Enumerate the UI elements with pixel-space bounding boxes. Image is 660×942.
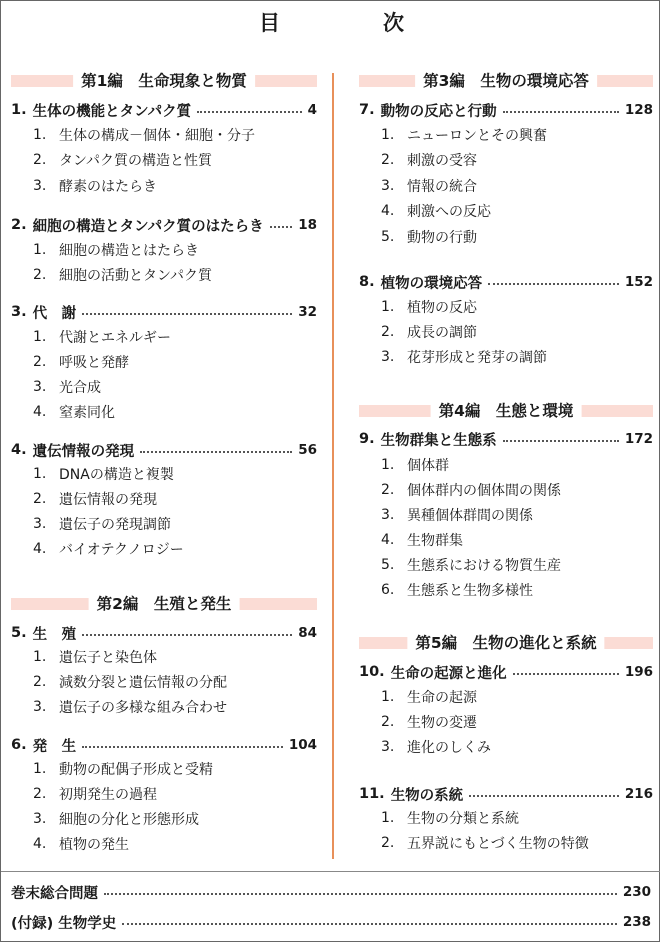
dot-leader bbox=[82, 634, 292, 636]
part-label: 第2編 生殖と発生 bbox=[89, 593, 240, 615]
chapter-title: 生命の起源と進化 bbox=[390, 665, 507, 682]
section-number: 1. bbox=[33, 761, 47, 777]
section-entry[interactable] bbox=[33, 175, 317, 197]
section-entry[interactable] bbox=[381, 454, 653, 476]
part-label: 第1編 生命現象と物質 bbox=[73, 70, 255, 92]
section-entry[interactable] bbox=[381, 807, 653, 829]
chapter-entry[interactable] bbox=[11, 439, 317, 461]
section-title: 植物の発生 bbox=[59, 837, 129, 853]
section-entry[interactable] bbox=[33, 488, 317, 510]
chapter-title: 細胞の構造とタンパク質のはたらき bbox=[32, 218, 264, 235]
part-heading bbox=[11, 69, 317, 93]
chapter-entry[interactable] bbox=[11, 214, 317, 236]
appendix-entry[interactable] bbox=[11, 881, 651, 903]
section-title: タンパク質の構造と性質 bbox=[59, 153, 213, 169]
section-title: 遺伝子の多様な組み合わせ bbox=[59, 700, 227, 716]
section-title: 生命の起源 bbox=[407, 690, 477, 706]
section-entry[interactable] bbox=[381, 711, 653, 733]
section-entry[interactable] bbox=[33, 376, 317, 398]
chapter-number: 5. bbox=[11, 625, 27, 641]
appendix-title: 巻末総合問題 bbox=[11, 885, 98, 902]
section-number: 2. bbox=[33, 152, 47, 168]
section-entry[interactable] bbox=[33, 149, 317, 171]
section-entry[interactable] bbox=[33, 646, 317, 668]
section-number: 3. bbox=[381, 507, 395, 523]
page-number: 128 bbox=[624, 102, 653, 118]
section-number: 1. bbox=[381, 810, 395, 826]
section-number: 3. bbox=[381, 739, 395, 755]
section-number: 5. bbox=[381, 229, 395, 245]
chapter-title: 生物の系統 bbox=[390, 787, 464, 804]
section-title: バイオテクノロジー bbox=[59, 542, 184, 558]
section-entry[interactable] bbox=[381, 321, 653, 343]
section-number: 1. bbox=[33, 329, 47, 345]
section-entry[interactable] bbox=[381, 686, 653, 708]
section-title: 代謝とエネルギー bbox=[59, 330, 171, 346]
section-number: 4. bbox=[381, 532, 395, 548]
chapter-title: 生体の機能とタンパク質 bbox=[32, 103, 192, 120]
section-entry[interactable] bbox=[381, 149, 653, 171]
separator-line bbox=[1, 871, 660, 872]
part-label: 第5編 生物の進化と系統 bbox=[407, 632, 604, 654]
section-title: 生物の分類と系統 bbox=[407, 811, 519, 827]
dot-leader bbox=[488, 283, 619, 285]
section-number: 4. bbox=[33, 541, 47, 557]
section-title: 酵素のはたらき bbox=[59, 179, 157, 195]
section-entry[interactable] bbox=[381, 736, 653, 758]
page-number: 32 bbox=[298, 304, 317, 320]
page-title-char-1: 目 bbox=[259, 11, 280, 35]
section-number: 2. bbox=[381, 152, 395, 168]
appendix-title: (付録) 生物学史 bbox=[11, 915, 117, 932]
page-number: 104 bbox=[288, 737, 317, 753]
section-title: 初期発生の過程 bbox=[59, 787, 157, 803]
chapter-title: 代 謝 bbox=[32, 305, 77, 322]
section-number: 3. bbox=[33, 178, 47, 194]
chapter-number: 9. bbox=[359, 431, 375, 447]
chapter-number: 11. bbox=[359, 786, 385, 802]
section-entry[interactable] bbox=[381, 504, 653, 526]
page-title bbox=[1, 7, 660, 41]
page-number: 238 bbox=[622, 914, 651, 930]
chapter-entry[interactable] bbox=[359, 428, 653, 450]
section-number: 1. bbox=[381, 299, 395, 315]
dot-leader bbox=[122, 923, 617, 925]
section-entry[interactable] bbox=[381, 175, 653, 197]
section-number: 2. bbox=[33, 674, 47, 690]
section-title: 光合成 bbox=[59, 380, 101, 396]
section-number: 3. bbox=[33, 379, 47, 395]
chapter-number: 2. bbox=[11, 217, 27, 233]
section-title: 窒素同化 bbox=[59, 405, 115, 421]
section-entry[interactable] bbox=[33, 463, 317, 485]
dot-leader bbox=[197, 111, 302, 113]
appendix-entry[interactable] bbox=[11, 911, 651, 933]
section-entry[interactable] bbox=[33, 696, 317, 718]
section-number: 3. bbox=[33, 699, 47, 715]
section-title: 刺激の受容 bbox=[407, 153, 477, 169]
section-number: 1. bbox=[33, 242, 47, 258]
chapter-entry[interactable] bbox=[359, 99, 653, 121]
section-number: 3. bbox=[381, 178, 395, 194]
page-number: 84 bbox=[298, 625, 317, 641]
chapter-number: 1. bbox=[11, 102, 27, 118]
section-entry[interactable] bbox=[381, 479, 653, 501]
section-title: 花芽形成と発芽の調節 bbox=[407, 350, 547, 366]
page-title-char-2: 次 bbox=[383, 11, 404, 35]
section-number: 2. bbox=[33, 491, 47, 507]
page-number: 196 bbox=[624, 664, 653, 680]
chapter-number: 7. bbox=[359, 102, 375, 118]
section-entry[interactable] bbox=[33, 671, 317, 693]
section-entry[interactable] bbox=[33, 401, 317, 423]
chapter-entry[interactable] bbox=[11, 622, 317, 644]
section-entry[interactable] bbox=[381, 346, 653, 368]
part-label: 第3編 生物の環境応答 bbox=[415, 70, 597, 92]
section-title: 遺伝子と染色体 bbox=[59, 650, 157, 666]
section-entry[interactable] bbox=[33, 833, 317, 855]
section-title: 情報の統合 bbox=[407, 179, 477, 195]
section-number: 2. bbox=[33, 786, 47, 802]
chapter-entry[interactable] bbox=[11, 734, 317, 756]
chapter-number: 6. bbox=[11, 737, 27, 753]
section-title: 異種個体群間の関係 bbox=[407, 508, 533, 524]
dot-leader bbox=[503, 440, 619, 442]
section-title: 生物の変遷 bbox=[407, 715, 477, 731]
section-number: 2. bbox=[381, 835, 395, 851]
section-entry[interactable] bbox=[33, 239, 317, 261]
page-number: 230 bbox=[622, 884, 651, 900]
section-title: 細胞の構造とはたらき bbox=[59, 243, 199, 259]
section-title: 生物群集 bbox=[407, 533, 463, 549]
section-title: ニューロンとその興奮 bbox=[407, 128, 547, 144]
section-entry[interactable] bbox=[33, 758, 317, 780]
section-number: 2. bbox=[381, 324, 395, 340]
section-number: 3. bbox=[381, 349, 395, 365]
chapter-title: 生物群集と生態系 bbox=[380, 432, 497, 449]
section-number: 3. bbox=[33, 811, 47, 827]
chapter-entry[interactable] bbox=[359, 783, 653, 805]
section-number: 4. bbox=[381, 203, 395, 219]
section-number: 3. bbox=[33, 516, 47, 532]
section-entry[interactable] bbox=[381, 124, 653, 146]
section-entry[interactable] bbox=[381, 296, 653, 318]
page-number: 56 bbox=[298, 442, 317, 458]
section-entry[interactable] bbox=[33, 538, 317, 560]
section-number: 1. bbox=[381, 127, 395, 143]
section-entry[interactable] bbox=[33, 783, 317, 805]
section-entry[interactable] bbox=[381, 529, 653, 551]
column-divider bbox=[332, 73, 334, 859]
section-entry[interactable] bbox=[381, 226, 653, 248]
part-heading bbox=[359, 631, 653, 655]
part-heading bbox=[359, 69, 653, 93]
section-entry[interactable] bbox=[381, 200, 653, 222]
chapter-entry[interactable] bbox=[359, 271, 653, 293]
section-title: 刺激への反応 bbox=[407, 204, 491, 220]
section-number: 1. bbox=[33, 649, 47, 665]
section-title: 動物の配偶子形成と受精 bbox=[59, 762, 213, 778]
chapter-entry[interactable] bbox=[11, 99, 317, 121]
section-title: 遺伝子の発現調節 bbox=[59, 517, 171, 533]
section-entry[interactable] bbox=[33, 351, 317, 373]
section-number: 1. bbox=[381, 689, 395, 705]
section-number: 2. bbox=[381, 482, 395, 498]
section-title: 個体群 bbox=[407, 458, 449, 474]
section-number: 2. bbox=[381, 714, 395, 730]
dot-leader bbox=[82, 313, 292, 315]
section-title: 進化のしくみ bbox=[407, 740, 491, 756]
chapter-number: 10. bbox=[359, 664, 385, 680]
dot-leader bbox=[270, 226, 293, 228]
section-title: 細胞の活動とタンパク質 bbox=[59, 268, 213, 284]
chapter-entry[interactable] bbox=[359, 661, 653, 683]
page-number: 216 bbox=[624, 786, 653, 802]
section-number: 2. bbox=[33, 354, 47, 370]
section-title: 生態系における物質生産 bbox=[407, 558, 561, 574]
dot-leader bbox=[469, 795, 619, 797]
section-entry[interactable] bbox=[381, 579, 653, 601]
page-number: 4 bbox=[307, 102, 317, 118]
chapter-title: 動物の反応と行動 bbox=[380, 103, 497, 120]
section-number: 4. bbox=[33, 404, 47, 420]
part-label: 第4編 生態と環境 bbox=[431, 400, 582, 422]
section-title: 生体の構成－個体・細胞・分子 bbox=[59, 128, 255, 144]
section-entry[interactable] bbox=[33, 326, 317, 348]
section-title: 動物の行動 bbox=[407, 230, 477, 246]
section-title: 五界説にもとづく生物の特徴 bbox=[407, 836, 589, 852]
section-title: 成長の調節 bbox=[407, 325, 477, 341]
dot-leader bbox=[104, 893, 617, 895]
section-number: 5. bbox=[381, 557, 395, 573]
chapter-title: 遺伝情報の発現 bbox=[32, 443, 135, 460]
section-number: 6. bbox=[381, 582, 395, 598]
section-title: 植物の反応 bbox=[407, 300, 477, 316]
section-entry[interactable] bbox=[381, 832, 653, 854]
chapter-number: 8. bbox=[359, 274, 375, 290]
dot-leader bbox=[513, 673, 619, 675]
chapter-title: 植物の環境応答 bbox=[380, 275, 483, 292]
chapter-entry[interactable] bbox=[11, 301, 317, 323]
dot-leader bbox=[503, 111, 619, 113]
chapter-title: 発 生 bbox=[32, 738, 77, 755]
section-number: 1. bbox=[33, 466, 47, 482]
section-number: 2. bbox=[33, 267, 47, 283]
chapter-title: 生 殖 bbox=[32, 626, 77, 643]
section-title: 呼吸と発酵 bbox=[59, 355, 129, 371]
part-heading bbox=[359, 399, 653, 423]
page-number: 18 bbox=[298, 217, 317, 233]
section-title: 生態系と生物多様性 bbox=[407, 583, 533, 599]
dot-leader bbox=[140, 451, 292, 453]
section-entry[interactable] bbox=[33, 264, 317, 286]
section-title: 個体群内の個体間の関係 bbox=[407, 483, 561, 499]
section-title: 遺伝情報の発現 bbox=[59, 492, 157, 508]
section-entry[interactable] bbox=[33, 513, 317, 535]
page-number: 152 bbox=[624, 274, 653, 290]
section-entry[interactable] bbox=[33, 124, 317, 146]
section-title: 減数分裂と遺伝情報の分配 bbox=[59, 675, 227, 691]
section-number: 4. bbox=[33, 836, 47, 852]
dot-leader bbox=[82, 746, 283, 748]
section-entry[interactable] bbox=[33, 808, 317, 830]
page-number: 172 bbox=[624, 431, 653, 447]
chapter-number: 4. bbox=[11, 442, 27, 458]
section-number: 1. bbox=[381, 457, 395, 473]
chapter-number: 3. bbox=[11, 304, 27, 320]
section-title: 細胞の分化と形態形成 bbox=[59, 812, 199, 828]
part-heading bbox=[11, 592, 317, 616]
section-number: 1. bbox=[33, 127, 47, 143]
section-title: DNAの構造と複製 bbox=[59, 467, 174, 483]
section-entry[interactable] bbox=[381, 554, 653, 576]
